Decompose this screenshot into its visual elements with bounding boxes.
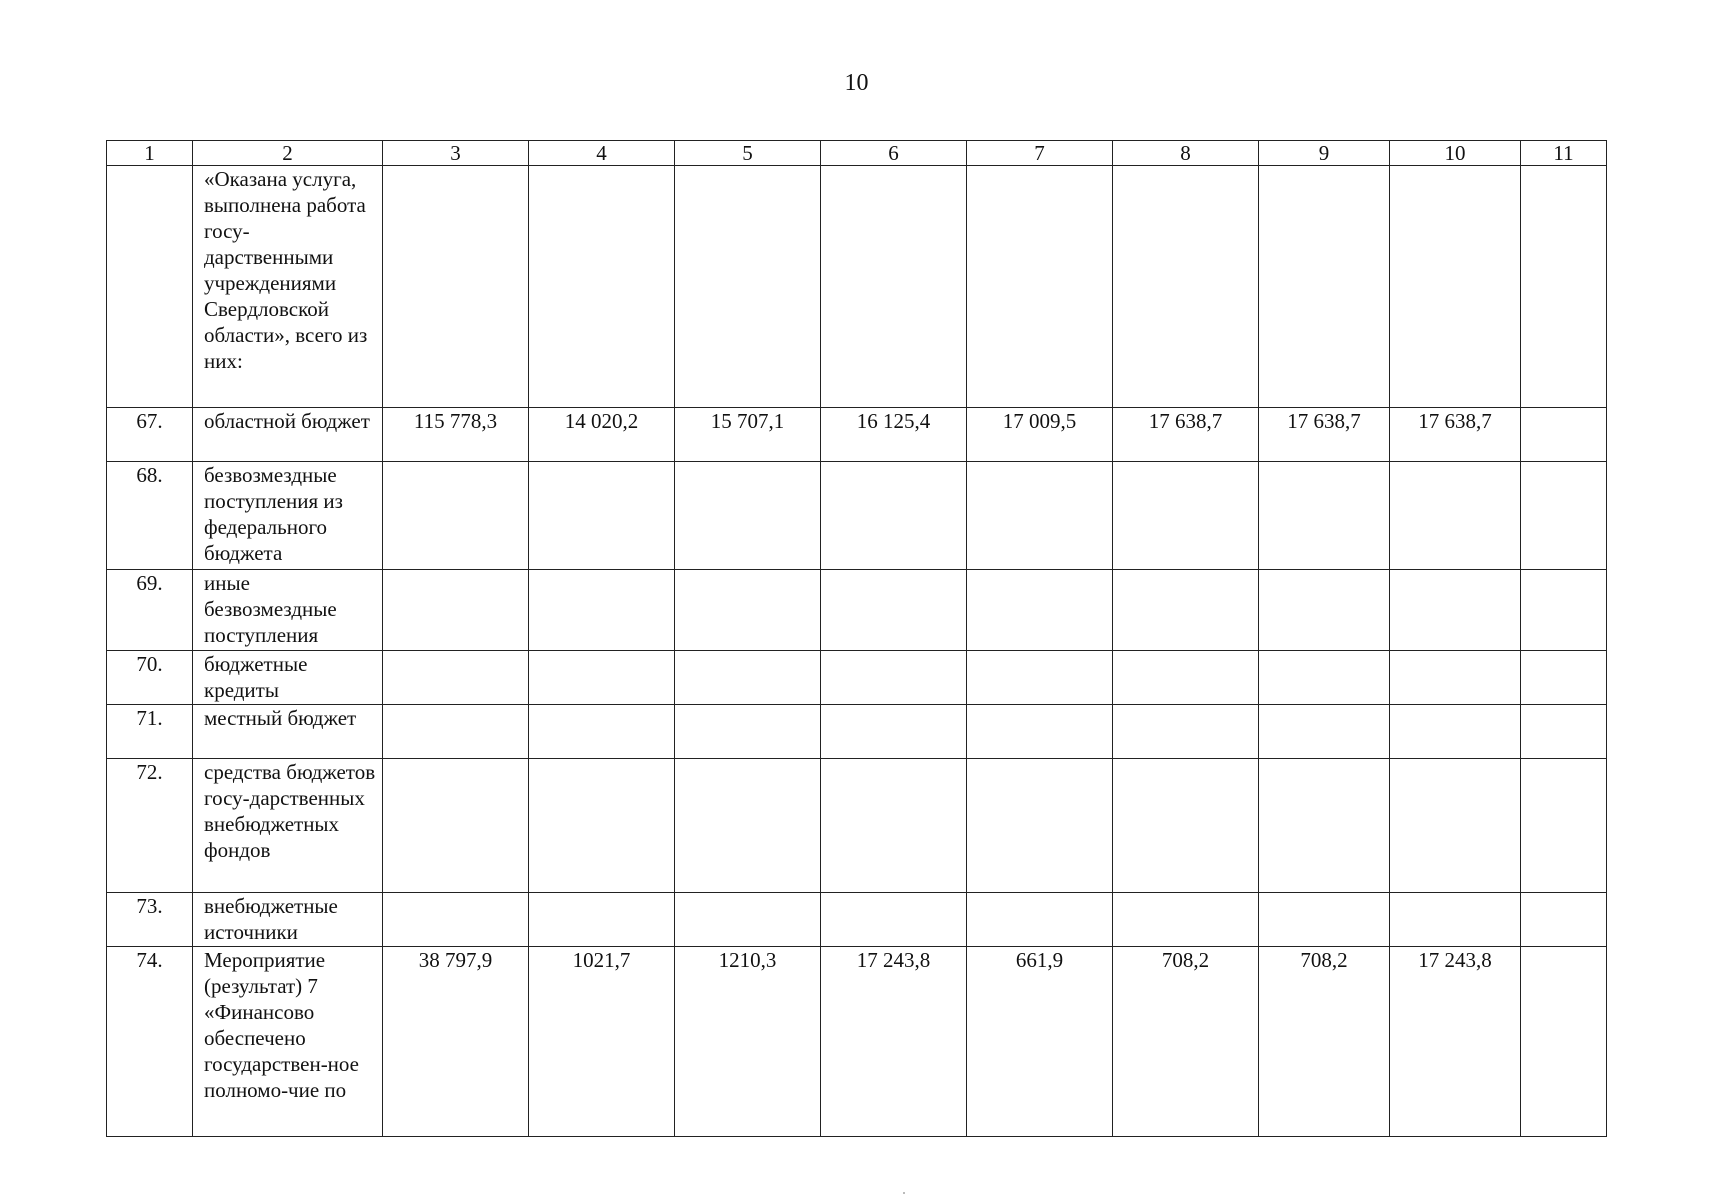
table-row — [107, 462, 1607, 570]
cell-value — [1521, 893, 1607, 947]
cell-value: 14 020,2 — [529, 408, 675, 462]
cell-value — [1113, 651, 1259, 705]
cell-value — [383, 759, 529, 893]
column-header: 5 — [675, 141, 821, 166]
cell-value — [1259, 166, 1390, 408]
column-header: 6 — [821, 141, 967, 166]
cell-value: 1210,3 — [675, 947, 821, 1137]
cell-value — [529, 570, 675, 651]
cell-value — [821, 570, 967, 651]
row-description: иные безвозмездные поступления — [193, 570, 383, 651]
page-number: 10 — [844, 70, 869, 96]
cell-value — [1521, 705, 1607, 759]
cell-value — [1390, 570, 1521, 651]
cell-value — [1259, 705, 1390, 759]
table-row — [107, 893, 1607, 947]
column-header: 10 — [1390, 141, 1521, 166]
table-row — [107, 947, 1607, 1137]
cell-value — [1113, 759, 1259, 893]
row-number: 70. — [107, 651, 193, 705]
cell-value — [1113, 570, 1259, 651]
column-header: 9 — [1259, 141, 1390, 166]
column-header: 3 — [383, 141, 529, 166]
cell-value — [529, 759, 675, 893]
row-number: 67. — [107, 408, 193, 462]
cell-value: 115 778,3 — [383, 408, 529, 462]
cell-value — [529, 462, 675, 570]
cell-value — [675, 570, 821, 651]
cell-value: 16 125,4 — [821, 408, 967, 462]
column-header: 8 — [1113, 141, 1259, 166]
cell-value — [1113, 705, 1259, 759]
cell-value: 708,2 — [1113, 947, 1259, 1137]
cell-value — [1521, 759, 1607, 893]
cell-value — [1521, 947, 1607, 1137]
cell-value — [821, 651, 967, 705]
row-number: 72. — [107, 759, 193, 893]
cell-value — [821, 759, 967, 893]
cell-value — [1390, 759, 1521, 893]
cell-value — [967, 570, 1113, 651]
row-description: безвозмездные поступления из федерального бюджета — [193, 462, 383, 570]
cell-value: 1021,7 — [529, 947, 675, 1137]
row-number: 68. — [107, 462, 193, 570]
cell-value — [383, 893, 529, 947]
cell-value — [529, 166, 675, 408]
cell-value: 17 009,5 — [967, 408, 1113, 462]
header-row — [107, 141, 1607, 166]
cell-value — [1113, 893, 1259, 947]
cell-value — [675, 166, 821, 408]
column-header: 7 — [967, 141, 1113, 166]
cell-value: 708,2 — [1259, 947, 1390, 1137]
column-header: 11 — [1521, 141, 1607, 166]
row-number: 74. — [107, 947, 193, 1137]
cell-value: 17 638,7 — [1259, 408, 1390, 462]
cell-value: 15 707,1 — [675, 408, 821, 462]
cell-value — [967, 462, 1113, 570]
budget-table — [106, 140, 1607, 1137]
cell-value — [1521, 408, 1607, 462]
column-header: 2 — [193, 141, 383, 166]
table-row — [107, 705, 1607, 759]
cell-value — [967, 651, 1113, 705]
cell-value — [529, 651, 675, 705]
table-row — [107, 759, 1607, 893]
cell-value: 661,9 — [967, 947, 1113, 1137]
cell-value — [675, 462, 821, 570]
row-description: областной бюджет — [193, 408, 383, 462]
row-number: 73. — [107, 893, 193, 947]
row-description: внебюджетные источники — [193, 893, 383, 947]
cell-value — [383, 705, 529, 759]
cell-value — [529, 705, 675, 759]
row-number: 71. — [107, 705, 193, 759]
cell-value: 17 243,8 — [821, 947, 967, 1137]
cell-value — [1390, 166, 1521, 408]
row-number — [107, 166, 193, 408]
table-row — [107, 408, 1607, 462]
table-row — [107, 570, 1607, 651]
cell-value — [1259, 651, 1390, 705]
cell-value — [383, 166, 529, 408]
row-description: Мероприятие (результат) 7 «Финансово обеспечено государствен-ное полномо-чие по — [193, 947, 383, 1137]
row-description: бюджетные кредиты — [193, 651, 383, 705]
cell-value — [967, 893, 1113, 947]
scan-speck — [903, 1192, 905, 1194]
cell-value — [383, 651, 529, 705]
column-header: 1 — [107, 141, 193, 166]
cell-value — [1113, 462, 1259, 570]
cell-value — [1521, 462, 1607, 570]
cell-value — [1259, 759, 1390, 893]
cell-value — [675, 759, 821, 893]
cell-value — [1259, 893, 1390, 947]
cell-value — [967, 705, 1113, 759]
cell-value — [1390, 705, 1521, 759]
cell-value — [529, 893, 675, 947]
table-row — [107, 651, 1607, 705]
cell-value — [1259, 570, 1390, 651]
column-header: 4 — [529, 141, 675, 166]
cell-value — [967, 759, 1113, 893]
cell-value — [383, 570, 529, 651]
cell-value — [821, 893, 967, 947]
cell-value — [1390, 893, 1521, 947]
cell-value — [675, 651, 821, 705]
cell-value: 38 797,9 — [383, 947, 529, 1137]
cell-value — [821, 166, 967, 408]
row-description: местный бюджет — [193, 705, 383, 759]
cell-value — [1113, 166, 1259, 408]
table-row — [107, 166, 1607, 408]
row-number: 69. — [107, 570, 193, 651]
cell-value: 17 638,7 — [1390, 408, 1521, 462]
row-description: «Оказана услуга, выполнена работа госу-дарственными учреждениями Свердловской области», всего из них: — [193, 166, 383, 408]
cell-value: 17 243,8 — [1390, 947, 1521, 1137]
cell-value — [1390, 462, 1521, 570]
cell-value — [675, 705, 821, 759]
cell-value — [1521, 570, 1607, 651]
cell-value — [821, 705, 967, 759]
cell-value — [675, 893, 821, 947]
cell-value — [1259, 462, 1390, 570]
cell-value — [967, 166, 1113, 408]
cell-value: 17 638,7 — [1113, 408, 1259, 462]
cell-value — [1390, 651, 1521, 705]
cell-value — [383, 462, 529, 570]
cell-value — [821, 462, 967, 570]
cell-value — [1521, 651, 1607, 705]
cell-value — [1521, 166, 1607, 408]
row-description: средства бюджетов госу-дарственных внебюджетных фондов — [193, 759, 383, 893]
